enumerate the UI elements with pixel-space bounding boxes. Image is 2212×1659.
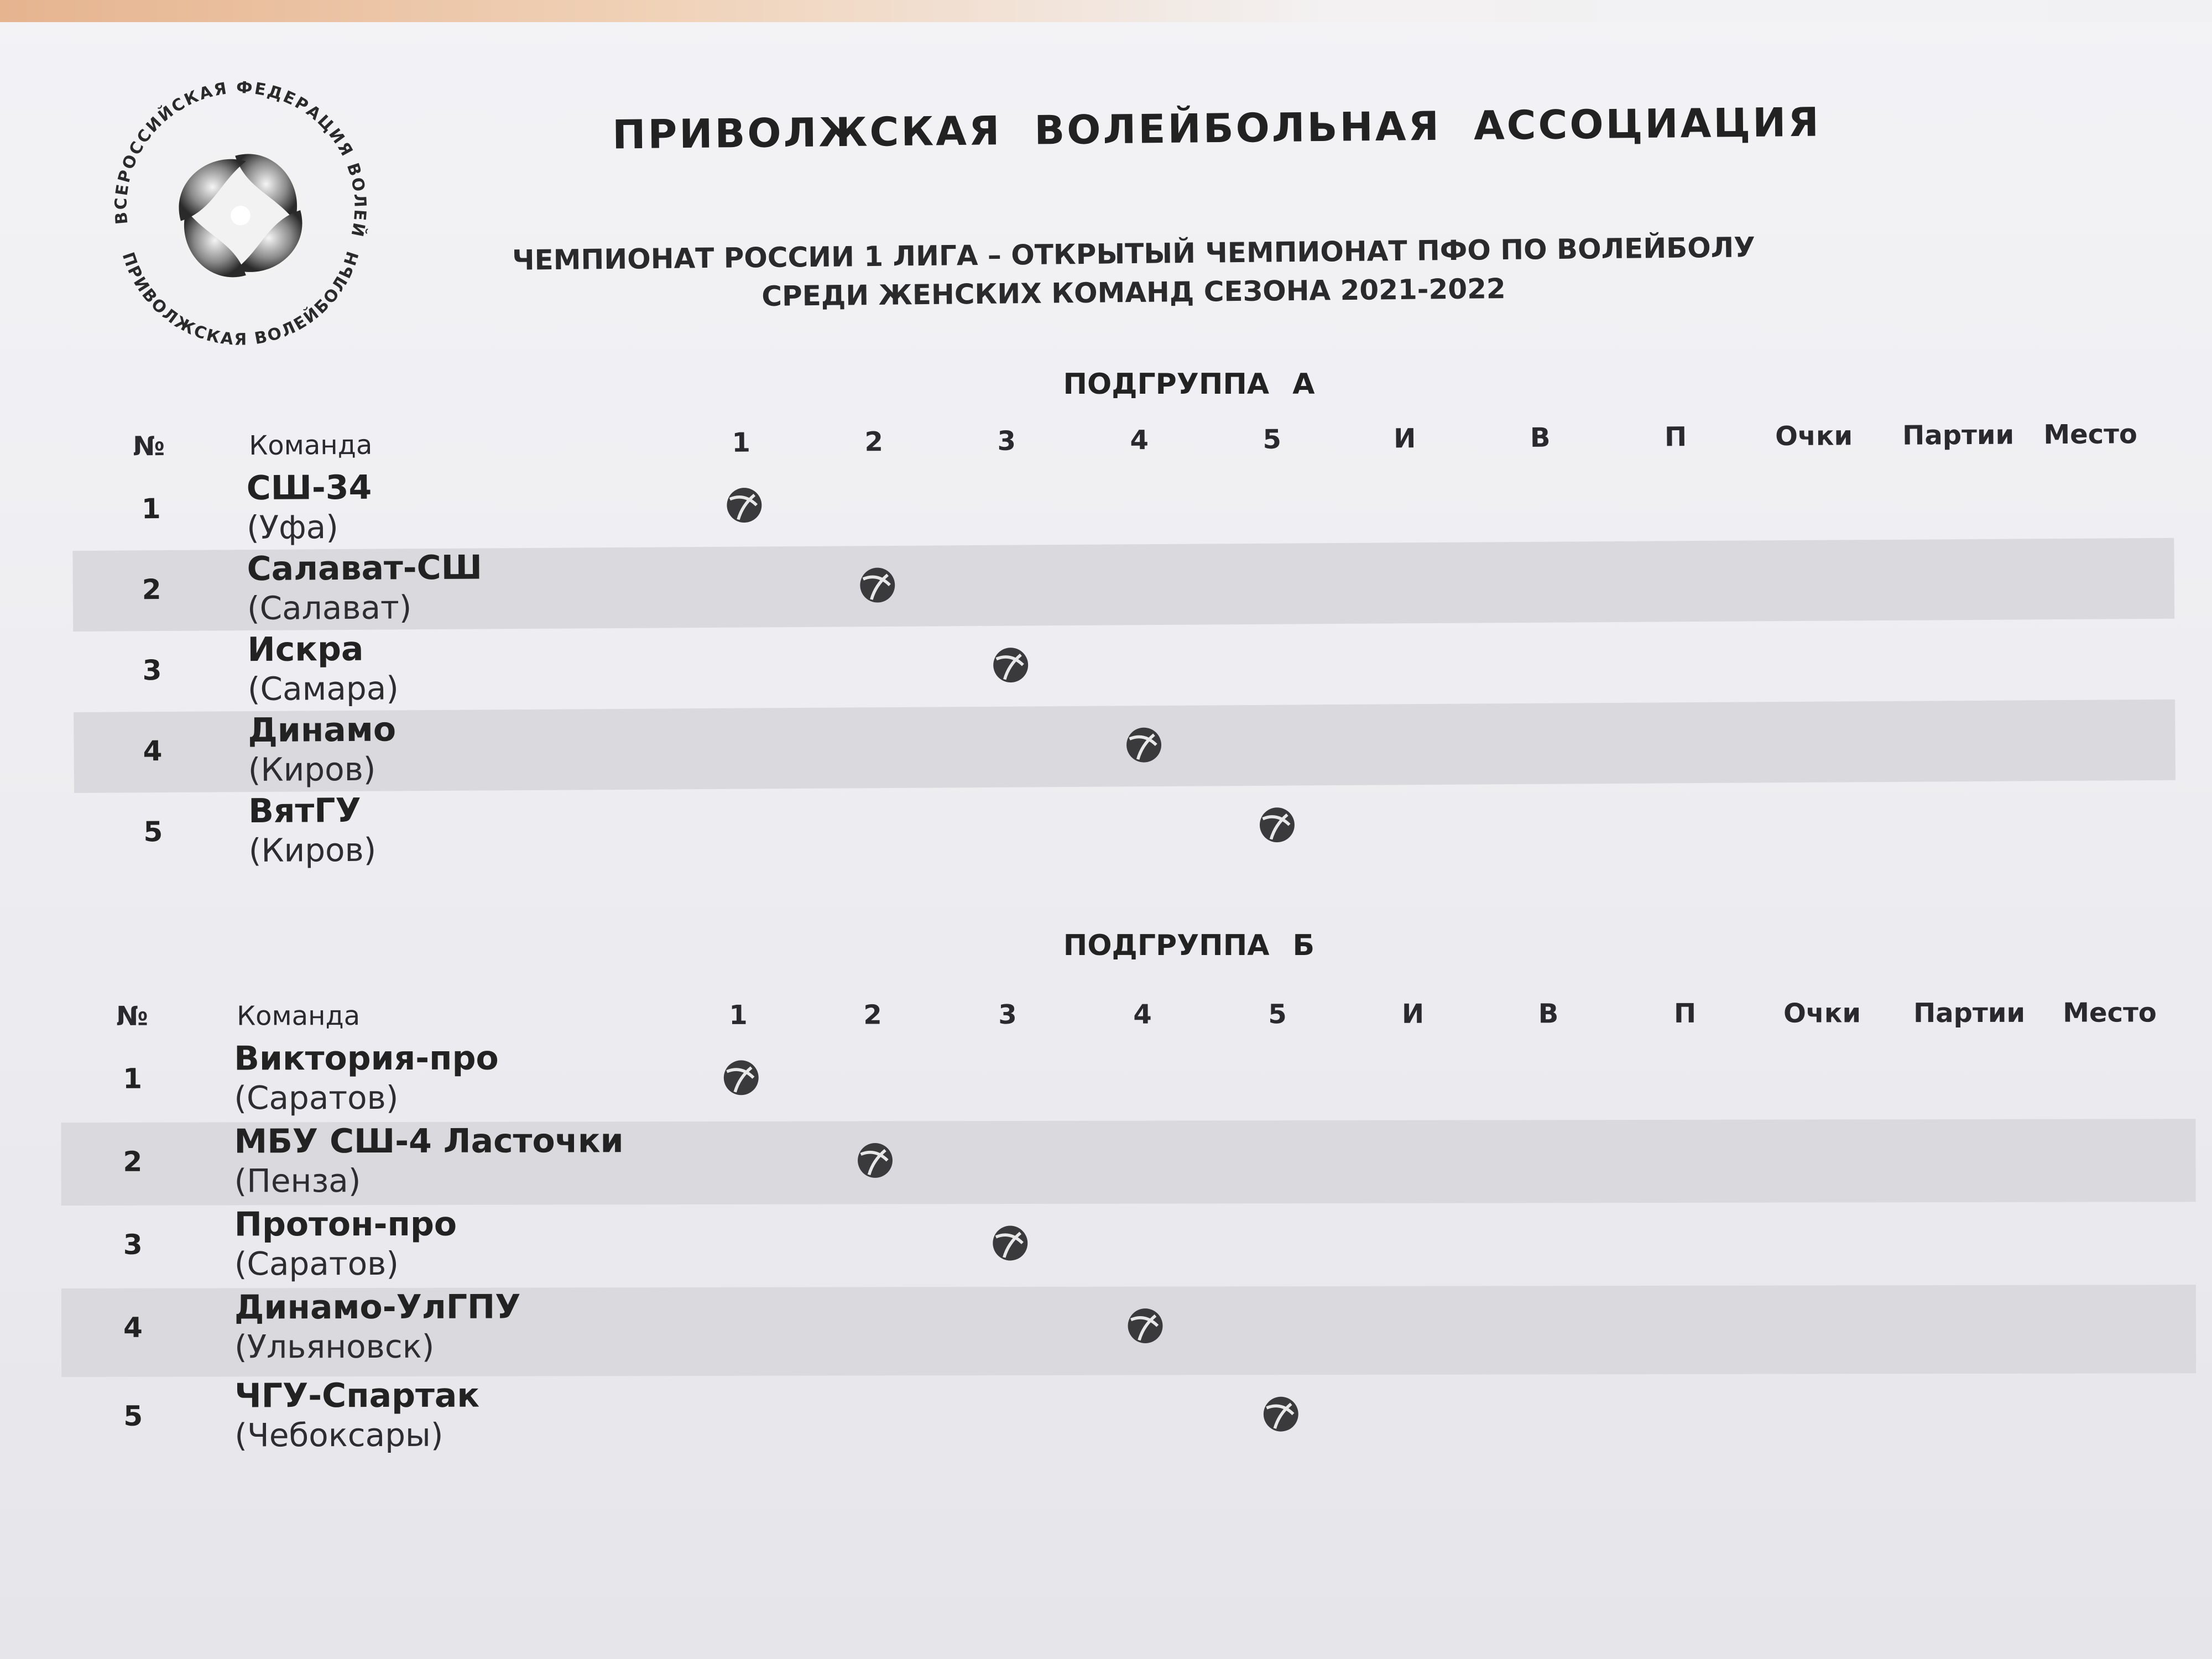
- header-points: Очки: [1775, 420, 1853, 452]
- table-header: [61, 992, 2195, 1040]
- team-city: (Ульяновск): [234, 1327, 435, 1366]
- header-col-5: 5: [1268, 999, 1287, 1030]
- header-col-1: 1: [729, 999, 748, 1031]
- header-games: И: [1393, 423, 1416, 455]
- table-row: [73, 619, 2175, 712]
- header-wins: В: [1530, 422, 1551, 453]
- header-place: Место: [2043, 419, 2138, 451]
- table-row: [61, 1202, 2196, 1288]
- volleyball-icon: [854, 1140, 895, 1181]
- header-losses: П: [1673, 998, 1697, 1029]
- team-name: Динамо: [248, 710, 397, 750]
- header-team: Команда: [249, 429, 373, 462]
- group-b-table: [61, 992, 2196, 1460]
- svg-text:ПРИВОЛЖСКАЯ ВОЛЕЙБОЛЬНАЯ АССОЦ: ПРИВОЛЖСКАЯ ВОЛЕЙБОЛЬН: [118, 248, 363, 349]
- header-points: Очки: [1783, 998, 1861, 1029]
- background-edge: [0, 0, 2212, 22]
- championship-subtitle-line1: ЧЕМПИОНАТ РОССИИ 1 ЛИГА – ОТКРЫТЫЙ ЧЕМПИОНАТ ПФО ПО ВОЛЕЙБОЛУ: [512, 231, 1756, 276]
- team-name: Виктория-про: [234, 1039, 499, 1078]
- table-row: [61, 1373, 2196, 1460]
- row-number: 1: [123, 1062, 143, 1095]
- organization-title: ПРИВОЛЖСКАЯ ВОЛЕЙБОЛЬНАЯ АССОЦИАЦИЯ: [612, 98, 1822, 158]
- svg-text:ВСЕРОССИЙСКАЯ ФЕДЕРАЦИЯ ВОЛЕЙБ: ВСЕРОССИЙСКАЯ ФЕДЕРАЦИЯ ВОЛЕЙ: [111, 77, 370, 240]
- team-name: ВятГУ: [248, 791, 362, 831]
- group-b-title: ПОДГРУППА Б: [1063, 929, 1315, 962]
- team-city: (Киров): [248, 831, 377, 870]
- team-city: (Самара): [247, 669, 399, 708]
- volleyball-icon: [990, 644, 1031, 685]
- team-name: Салават-СШ: [247, 548, 483, 589]
- team-city: (Пенза): [234, 1162, 361, 1200]
- header-games: И: [1401, 998, 1425, 1030]
- header-col-3: 3: [998, 999, 1017, 1031]
- header-team: Команда: [237, 1000, 361, 1032]
- header-col-2: 2: [863, 999, 882, 1031]
- team-city: (Уфа): [246, 508, 339, 547]
- team-name: Динамо-УлГПУ: [234, 1287, 521, 1327]
- header-col-4: 4: [1130, 425, 1149, 456]
- row-number: 3: [123, 1228, 143, 1261]
- team-name: Искра: [247, 629, 364, 670]
- team-name: Протон-про: [234, 1204, 457, 1244]
- table-row: [61, 1285, 2196, 1377]
- table-row: [72, 538, 2174, 632]
- row-number: 5: [143, 816, 163, 848]
- header-sets: Партии: [1902, 419, 2015, 451]
- header-no: №: [133, 430, 165, 462]
- volleyball-icon: [1260, 1394, 1301, 1434]
- volleyball-icon: [724, 484, 765, 525]
- header-col-5: 5: [1262, 424, 1282, 455]
- volleyball-icon: [1256, 804, 1297, 845]
- team-city: (Саратов): [234, 1078, 399, 1117]
- group-a-title: ПОДГРУППА А: [1063, 368, 1315, 401]
- row-number: 4: [143, 735, 163, 768]
- header-col-2: 2: [864, 426, 884, 458]
- row-number: 5: [123, 1400, 143, 1432]
- team-name: СШ-34: [246, 468, 372, 508]
- row-number: 3: [142, 654, 162, 687]
- volleyball-icon: [857, 565, 898, 606]
- row-number: 4: [123, 1311, 143, 1344]
- volleyball-icon: [1123, 724, 1164, 765]
- header-col-3: 3: [997, 425, 1016, 457]
- table-row: [74, 780, 2176, 874]
- header-wins: В: [1538, 998, 1559, 1030]
- team-name: ЧГУ-Спартак: [234, 1376, 480, 1416]
- team-city: (Киров): [248, 750, 376, 789]
- table-row: [72, 457, 2174, 551]
- row-number: 1: [141, 493, 161, 525]
- row-number: 2: [142, 573, 161, 606]
- federation-emblem-icon: [77, 53, 404, 368]
- header-col-4: 4: [1133, 999, 1152, 1030]
- volleyball-icon: [1125, 1306, 1166, 1347]
- group-a-table: [72, 413, 2176, 874]
- header-col-1: 1: [732, 427, 751, 458]
- table-row: [61, 1119, 2195, 1206]
- volleyball-icon: [990, 1223, 1031, 1264]
- row-number: 2: [123, 1145, 143, 1178]
- team-city: (Саратов): [234, 1244, 399, 1283]
- table-row: [61, 1036, 2195, 1123]
- header-sets: Партии: [1913, 997, 2026, 1029]
- team-city: (Чебоксары): [234, 1416, 444, 1454]
- header-place: Место: [2063, 997, 2157, 1029]
- volleyball-icon: [721, 1057, 761, 1098]
- team-name: МБУ СШ-4 Ласточки: [234, 1121, 624, 1161]
- championship-subtitle-line2: СРЕДИ ЖЕНСКИХ КОМАНД СЕЗОНА 2021-2022: [761, 272, 1506, 313]
- team-city: (Салават): [247, 588, 412, 628]
- table-row: [74, 700, 2176, 793]
- header-losses: П: [1664, 421, 1687, 453]
- header-no: №: [116, 1000, 148, 1032]
